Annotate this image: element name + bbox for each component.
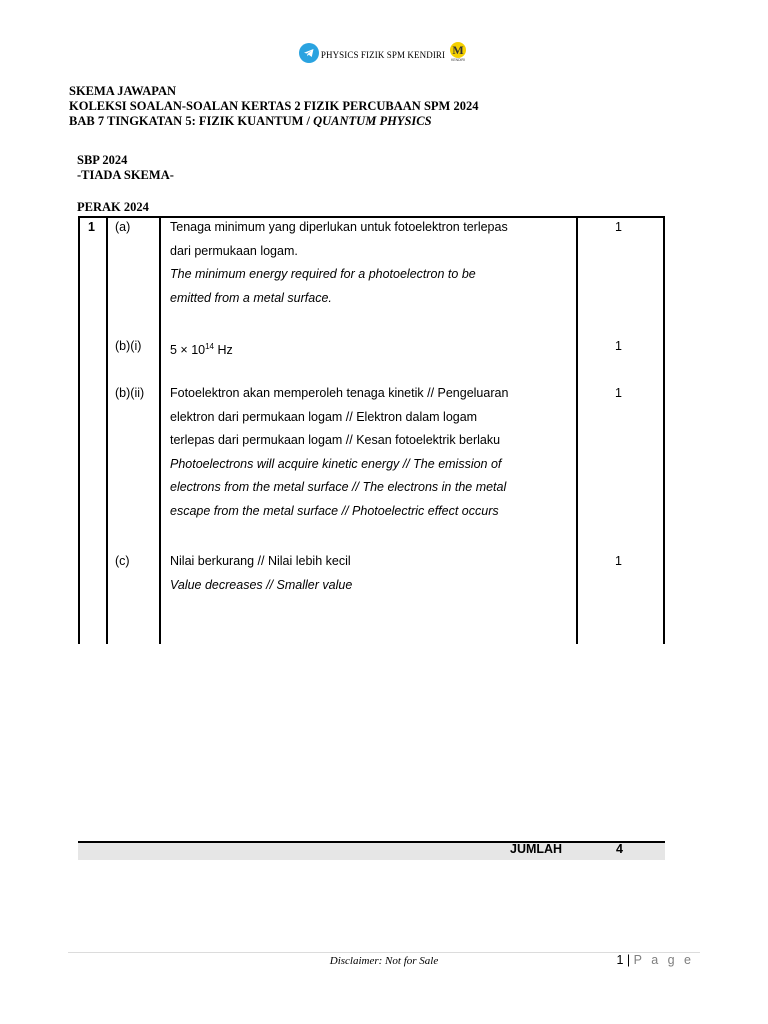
total-label: JUMLAH [510,842,563,856]
title-line-3 [69,114,478,129]
page-header [0,42,768,64]
total-mark: 4 [616,842,623,856]
answer-line: Tenaga minimum yang diperlukan untuk fotoelektron terlepas [170,220,508,234]
part-label: (b)(ii) [115,386,145,400]
answer-line: dari permukaan logam. [170,243,298,258]
svg-text:M: M [452,43,464,57]
title-line-2: KOLEKSI SOALAN-SOALAN KERTAS 2 FIZIK PERCUBAAN SPM 2024 [69,99,479,113]
answer-line-en: The minimum energy required for a photoelectron to be [170,267,476,281]
part-label: (c) [115,554,130,568]
answer-line: Nilai berkurang // Nilai lebih kecil [170,554,351,568]
sbp-heading: SBP 2024 [77,153,128,167]
answer-c [170,550,352,597]
mark: 1 [615,220,622,234]
answer-line: terlepas dari permukaan logam // Kesan fotoelektrik berlaku [170,433,501,447]
question-number: 1 [88,220,95,234]
table-divider-3 [576,216,578,644]
table-divider-1 [106,216,108,644]
footer-disclaimer: Disclaimer: Not for Sale [329,955,439,967]
answer-line-en: emitted from a metal surface. [170,290,332,305]
perak-heading: PERAK 2024 [77,200,149,214]
title-line-1: SKEMA JAWAPAN [69,84,177,98]
answer-scheme-table [78,216,665,856]
answer-b-i [170,335,233,363]
telegram-icon [299,43,319,63]
answer-line-en: electrons from the metal surface // The electrons in the metal [170,480,507,494]
sbp-section [77,153,174,183]
site-name: PHYSICS FIZIK SPM KENDIRI [320,50,446,60]
kendiri-logo [447,40,469,62]
page-separator: | [626,953,631,967]
mark: 1 [615,554,622,568]
frequency-exponent: 14 [205,342,215,351]
table-border-right [663,216,665,644]
page-number-value: 1 [616,953,624,967]
part-label: (a) [115,220,131,234]
table-divider-2 [159,216,161,644]
title-line-3-italic: QUANTUM PHYSICS [313,114,432,128]
frequency-unit: Hz [214,343,233,358]
page-number [616,953,694,967]
mark: 1 [615,339,622,353]
frequency-value: 5 × 10 [170,343,206,358]
page-label: P a g e [633,953,694,967]
total-row-shading [78,843,665,860]
table-total-divider [78,841,665,843]
part-label: (b)(i) [115,339,142,353]
footer-divider [68,952,700,953]
answer-line-en: Value decreases // Smaller value [170,577,353,592]
table-border-left [78,216,80,644]
answer-a [170,216,508,310]
title-line-3-text: BAB 7 TINGKATAN 5: FIZIK KUANTUM / [69,114,314,128]
svg-text:KENDIRI: KENDIRI [451,58,466,62]
answer-line-en: Photoelectrons will acquire kinetic energy // The emission of [170,456,502,471]
answer-b-ii [170,382,508,523]
sbp-note: -TIADA SKEMA- [77,168,174,182]
answer-line: elektron dari permukaan logam // Elektron dalam logam [170,409,478,424]
mark: 1 [615,386,622,400]
answer-line-en: escape from the metal surface // Photoelectric effect occurs [170,503,499,518]
answer-line: Fotoelektron akan memperoleh tenaga kinetik // Pengeluaran [170,386,509,400]
document-titles [69,84,478,129]
